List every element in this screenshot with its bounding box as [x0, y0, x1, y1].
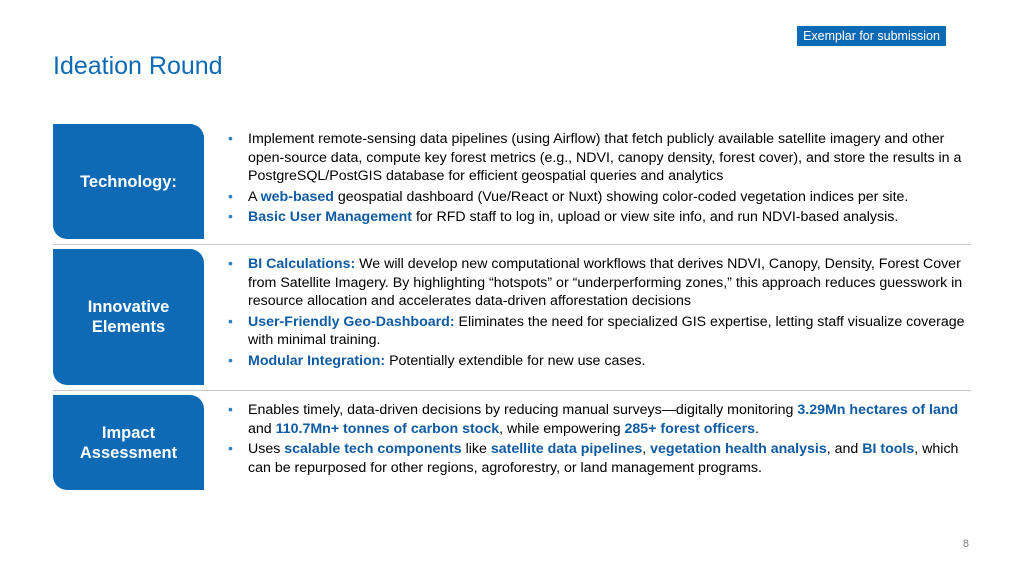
- bullet-text: for RFD staff to log in, upload or view site info, and run NDVI-based analysis.: [412, 209, 899, 225]
- bullet-text: , which can be repurposed for other regions, agroforestry, or land management programs.: [248, 441, 959, 476]
- bullet-dot-icon: •: [228, 351, 233, 368]
- highlight-text: BI tools: [862, 441, 915, 457]
- bullet-dot-icon: •: [228, 401, 233, 417]
- bullet-item: [225, 208, 973, 227]
- highlight-text: Modular Integration:: [248, 352, 386, 369]
- bullet-list: [225, 255, 973, 372]
- bullet-text: Eliminates the need for specialized GIS expertise, letting staff visualize coverage with minimal training.: [248, 313, 965, 348]
- bullet-text: Implement remote-sensing data pipelines (using Airflow) that fetch publicly available satellite imagery and other open-source data, compute key forest metrics (e.g., NDVI, canopy density, forest cover), and store the results in a PostgreSQL/PostGIS database for efficient geospatial queries and analytics: [248, 131, 962, 184]
- page-title: Ideation Round: [53, 52, 223, 80]
- bullet-text: A: [248, 188, 261, 205]
- bullet-text: and: [248, 420, 276, 437]
- highlight-text: 110.7Mn+ tonnes of carbon stock: [275, 420, 500, 437]
- section-label-text: Impact Assessment: [79, 423, 178, 462]
- bullet-item: [225, 130, 973, 186]
- bullet-text: Potentially extendible for new use cases.: [385, 352, 646, 369]
- bullet-list: [225, 401, 973, 479]
- section-impact-assessment: [53, 395, 971, 490]
- highlight-text: web-based: [260, 188, 334, 205]
- highlight-text: BI Calculations:: [248, 256, 356, 272]
- bullet-item: [225, 188, 973, 207]
- bullet-item: [225, 440, 973, 477]
- bullet-dot-icon: •: [228, 440, 233, 456]
- bullet-dot-icon: •: [228, 208, 233, 224]
- section-technology: [53, 124, 971, 239]
- highlight-text: satellite data pipelines: [490, 441, 643, 457]
- bullet-item: [225, 255, 973, 311]
- bullet-item: [225, 313, 973, 350]
- section-innovative-elements: [53, 249, 971, 385]
- highlight-text: User-Friendly Geo-Dashboard:: [248, 313, 455, 330]
- bullet-text: like: [461, 441, 491, 457]
- bullet-item: [225, 401, 973, 438]
- bullet-dot-icon: •: [228, 312, 233, 329]
- section-divider: [53, 390, 971, 391]
- section-label: [53, 249, 204, 385]
- section-divider: [53, 244, 971, 245]
- bullet-text: ,: [642, 441, 651, 457]
- bullet-text: Uses: [248, 441, 285, 457]
- bullet-list: [225, 130, 973, 229]
- bullet-text: .: [755, 420, 759, 437]
- highlight-text: Basic User Management: [248, 209, 413, 225]
- bullet-dot-icon: •: [228, 130, 233, 146]
- section-label: [53, 124, 204, 239]
- bullet-text: geospatial dashboard (Vue/React or Nuxt) showing color-coded vegetation indices per site.: [333, 188, 909, 205]
- bullet-dot-icon: •: [228, 255, 233, 271]
- highlight-text: scalable tech components: [284, 441, 462, 457]
- bullet-text: Enables timely, data-driven decisions by reducing manual surveys—digitally monitoring: [248, 402, 798, 418]
- bullet-text: We will develop new computational workflows that derives NDVI, Canopy, Density, Forest Cover from Satellite Imagery. By highlighting “hotspots” or “underperforming zones,” this approach reduces guesswork in resource allocation and accelerates data-driven afforestation decisions: [248, 256, 963, 309]
- section-label-text: Technology:: [80, 172, 177, 191]
- bullet-item: [225, 352, 973, 371]
- section-label-text: Innovative Elements: [87, 298, 170, 336]
- bullet-dot-icon: •: [228, 187, 233, 204]
- highlight-text: vegetation health analysis: [650, 441, 827, 457]
- bullet-text: , and: [826, 441, 863, 457]
- section-label: [53, 395, 204, 490]
- highlight-text: 285+ forest officers: [624, 420, 756, 437]
- page-number: 8: [962, 538, 969, 550]
- submission-badge: Exemplar for submission: [797, 26, 946, 46]
- bullet-text: , while empowering: [499, 420, 625, 437]
- highlight-text: 3.29Mn hectares of land: [797, 402, 959, 418]
